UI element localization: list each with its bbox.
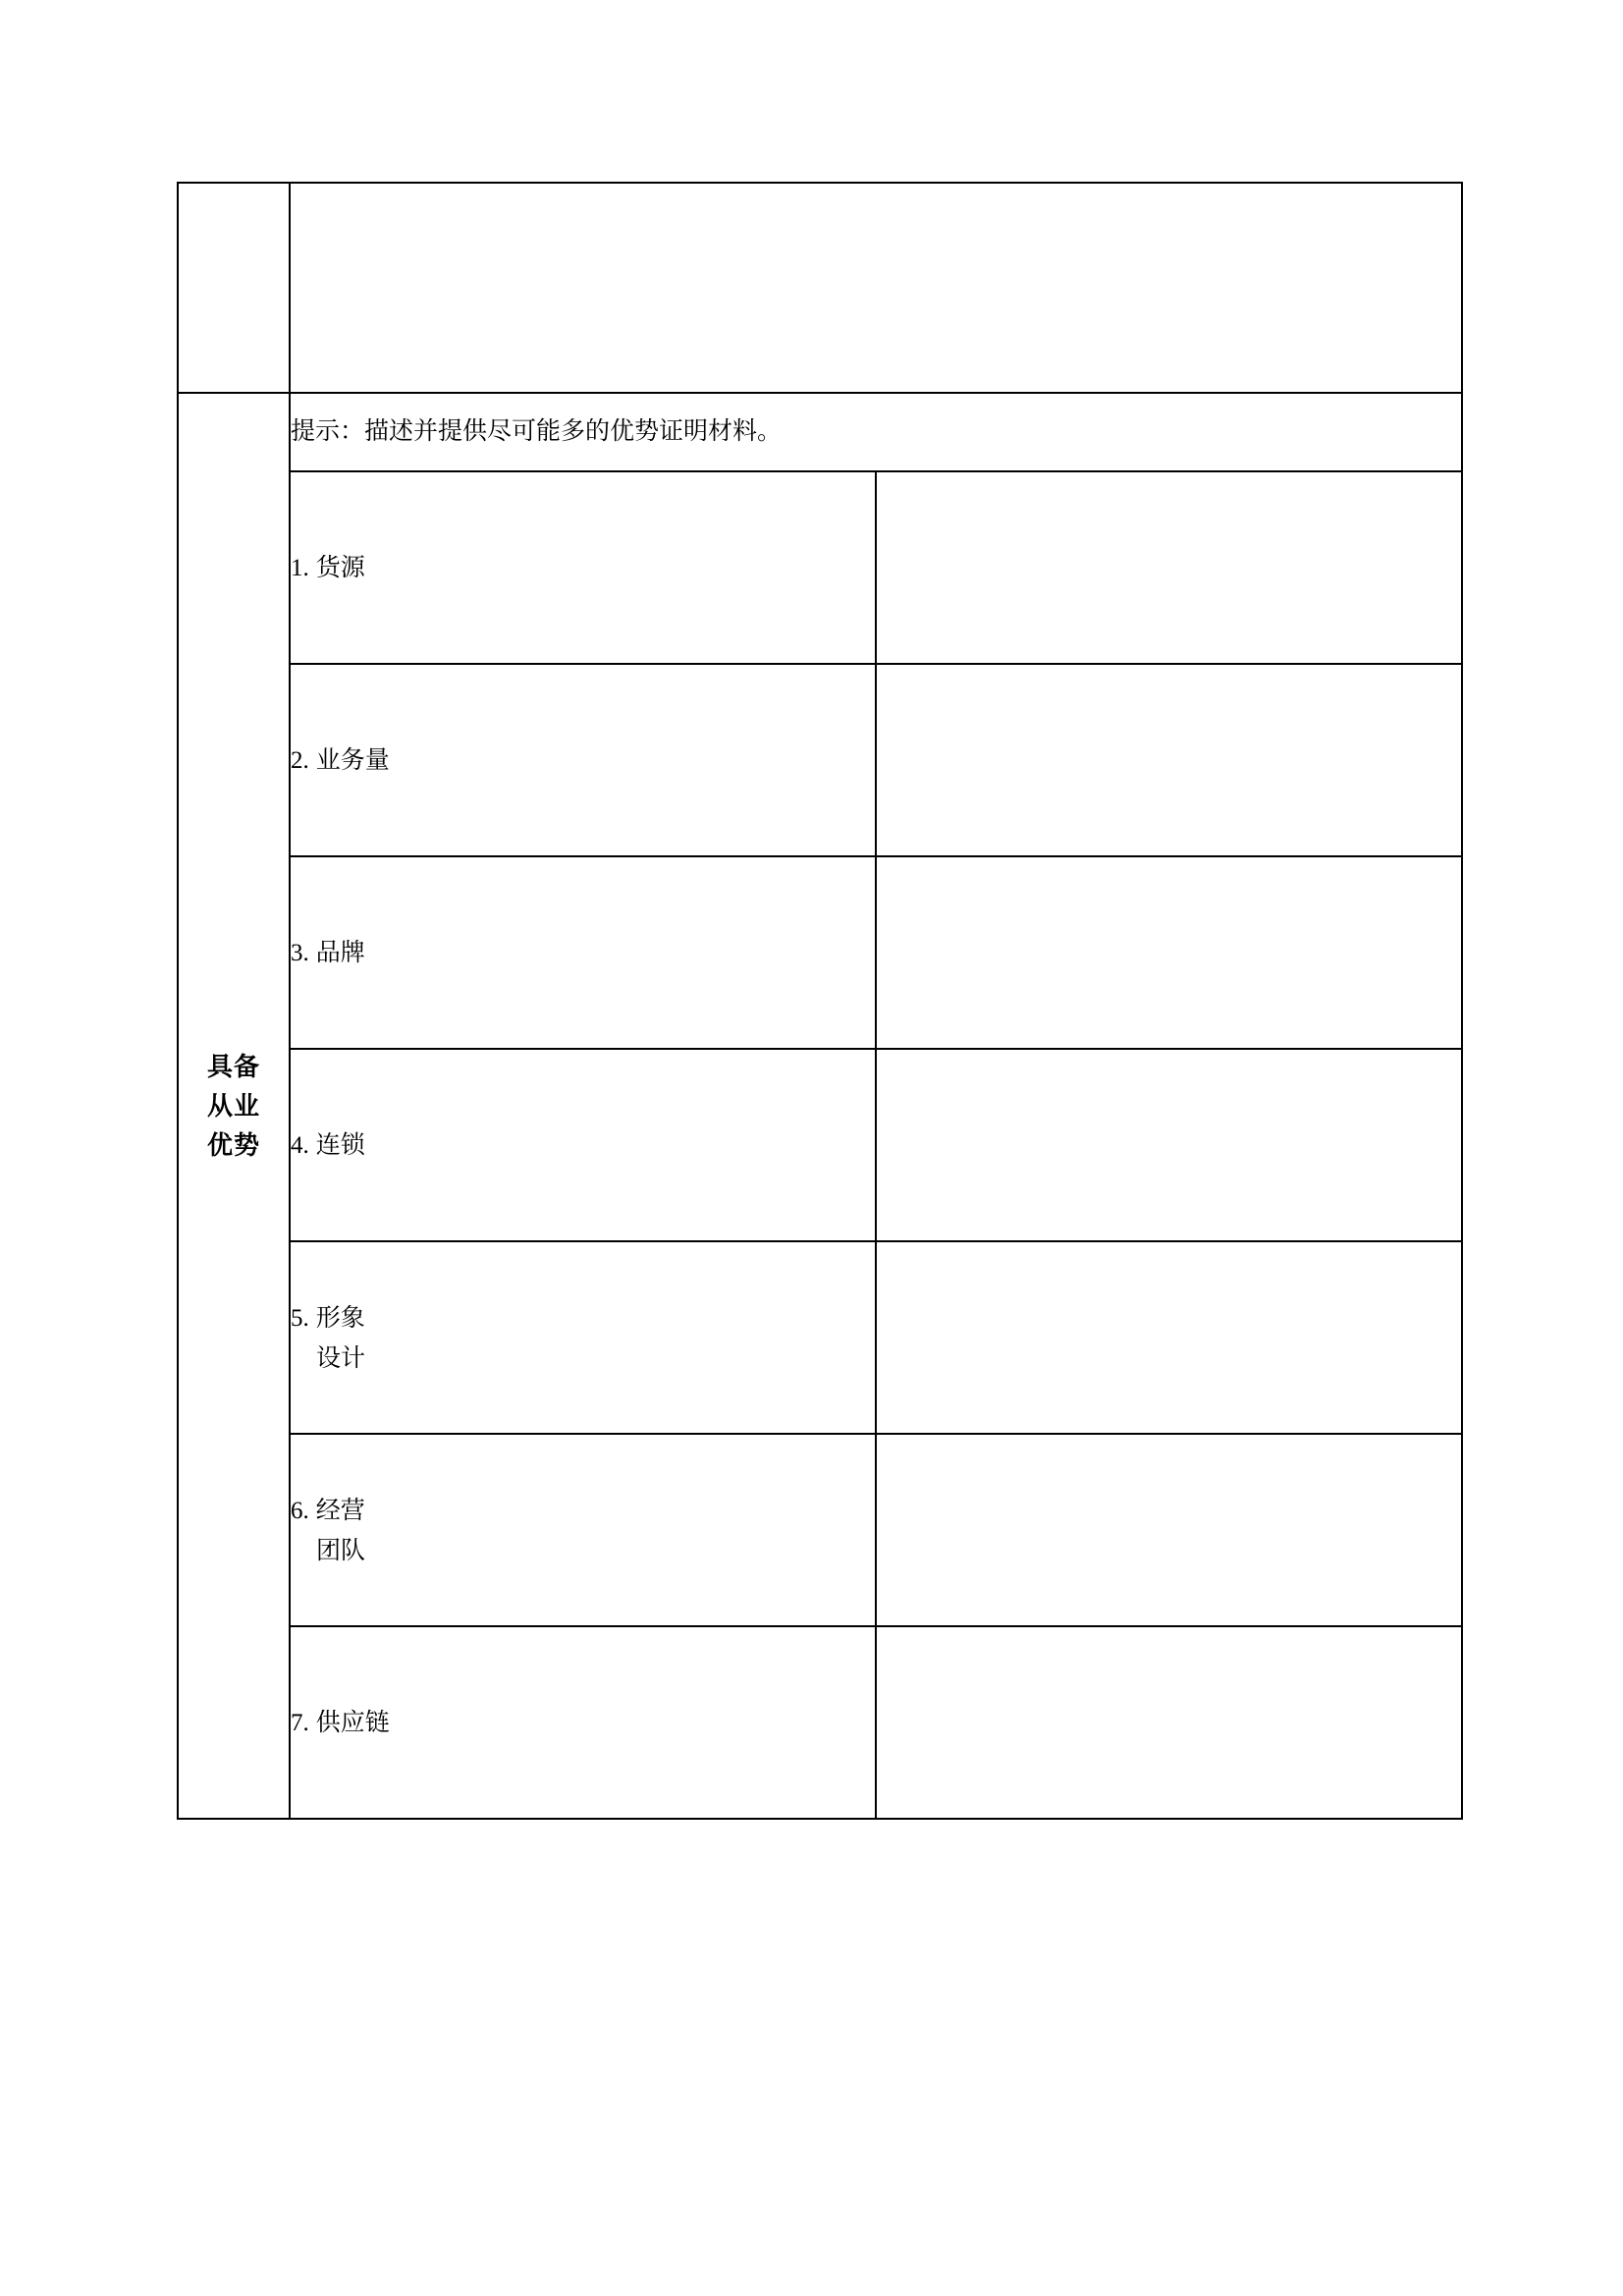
row-label-advantages <box>178 393 290 1819</box>
item-number-4: 4. <box>291 1131 309 1159</box>
item-input-4[interactable] <box>876 1049 1462 1241</box>
item-label-1 <box>290 471 876 664</box>
item-label-4 <box>290 1049 876 1241</box>
item-number-3: 3. <box>291 939 309 966</box>
item-label-3 <box>290 856 876 1049</box>
item-number-7: 7. <box>291 1709 309 1736</box>
item-text-3: 品牌 <box>315 938 365 966</box>
item-input-3[interactable] <box>876 856 1462 1049</box>
item-number-5: 5. <box>291 1304 309 1332</box>
item-text-6: 经营 <box>315 1496 365 1524</box>
table-row <box>178 471 1462 664</box>
advantages-table <box>177 182 1463 1820</box>
top-blank-input-cell[interactable] <box>290 183 1462 393</box>
item-text-7: 供应链 <box>315 1708 390 1736</box>
item-text-4: 连锁 <box>315 1130 365 1159</box>
row-label-line-2: 从业 <box>206 1090 260 1121</box>
top-left-empty-cell <box>178 183 290 393</box>
item-label-5 <box>290 1241 876 1434</box>
row-label-line-1: 具备 <box>206 1051 260 1081</box>
table-row <box>178 1434 1462 1626</box>
item-input-7[interactable] <box>876 1626 1462 1819</box>
table-row-hint <box>178 393 1462 471</box>
table-row-top-blank <box>178 183 1462 393</box>
item-text-6-line2: 团队 <box>316 1536 366 1564</box>
item-input-1[interactable] <box>876 471 1462 664</box>
table-row <box>178 1049 1462 1241</box>
item-label-2 <box>290 664 876 856</box>
item-input-2[interactable] <box>876 664 1462 856</box>
item-number-6: 6. <box>291 1497 309 1524</box>
hint-text: 提示：描述并提供尽可能多的优势证明材料。 <box>290 393 1462 471</box>
item-label-6 <box>290 1434 876 1626</box>
table-row <box>178 1241 1462 1434</box>
item-input-5[interactable] <box>876 1241 1462 1434</box>
item-text-5: 形象 <box>315 1303 365 1332</box>
table-row <box>178 856 1462 1049</box>
item-text-1: 货源 <box>315 553 365 581</box>
table-row <box>178 1626 1462 1819</box>
item-text-2: 业务量 <box>315 745 390 774</box>
item-label-7 <box>290 1626 876 1819</box>
row-label-line-3: 优势 <box>206 1130 260 1161</box>
item-number-1: 1. <box>291 554 309 581</box>
item-input-6[interactable] <box>876 1434 1462 1626</box>
item-text-5-line2: 设计 <box>316 1343 366 1372</box>
table-row <box>178 664 1462 856</box>
item-number-2: 2. <box>291 746 309 774</box>
